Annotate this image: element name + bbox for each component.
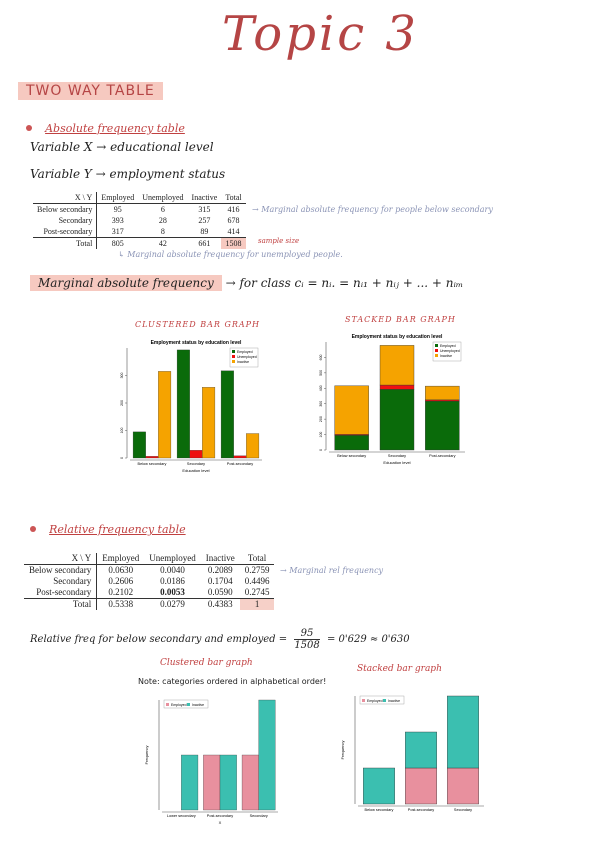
bar-unemployed <box>234 456 247 458</box>
bar-employed <box>133 432 146 458</box>
table-cell: 0.0630 <box>97 565 145 577</box>
bullet-icon <box>26 125 32 131</box>
table-row-total <box>24 599 274 611</box>
stacked-chart-2-heading: Stacked bar graph <box>357 664 442 674</box>
col-header: Unemployed <box>142 193 184 202</box>
legend-label: Unemployed <box>237 355 257 359</box>
col-header: Employed <box>97 192 138 204</box>
rel-expression: Relative freq for below secondary and employed = <box>30 634 288 645</box>
x-tick-label: Secondary <box>453 808 473 812</box>
bar-employed <box>177 350 190 458</box>
table-cell: 805 <box>97 238 138 250</box>
row-label: Secondary <box>58 216 93 225</box>
table-cell: 678 <box>227 216 240 225</box>
y-tick-label: 100 <box>120 427 124 434</box>
y-tick-label: 0 <box>319 449 323 451</box>
bullet-icon <box>30 526 36 532</box>
table-cell: 257 <box>198 216 211 225</box>
x-axis-label: Education level <box>182 468 210 473</box>
bar-inactive <box>259 700 276 810</box>
table-corner: X \ Y <box>74 193 93 202</box>
legend-swatch <box>166 703 169 706</box>
x-tick-label: Post-secondary <box>206 814 234 818</box>
rel-fraction <box>294 628 319 651</box>
row-label: Post-secondary <box>43 227 93 236</box>
legend-swatch <box>232 350 235 353</box>
clustered-bar-chart-2 <box>138 688 286 830</box>
col-header: Employed <box>97 553 145 565</box>
col-header: Total <box>247 553 267 563</box>
table-cell: 95 <box>97 204 138 216</box>
legend-label: Employed <box>367 699 383 703</box>
marginal-line <box>30 276 463 290</box>
note-marginal-col: ↳ Marginal absolute frequency for unemployed people. <box>118 250 343 259</box>
row-label: Total <box>72 599 92 609</box>
stacked-chart-heading: STACKED BAR GRAPH <box>345 315 456 324</box>
stacked-bar-chart <box>305 328 473 470</box>
table-row <box>33 204 246 216</box>
bar-inactive <box>158 371 171 458</box>
rel-denominator: 1508 <box>294 640 320 651</box>
y-tick-label: 600 <box>319 354 323 361</box>
col-header: Unemployed <box>149 553 196 563</box>
legend-label: Unemployed <box>440 349 460 353</box>
bar-unemployed <box>190 450 203 458</box>
legend-swatch <box>435 349 438 352</box>
table-cell: 0.0279 <box>160 599 185 609</box>
x-tick-label: Post-secondary <box>407 808 435 812</box>
table-cell-total: 1 <box>240 599 275 611</box>
note-alphabetical: Note: categories ordered in alphabetical order! <box>138 677 327 686</box>
x-tick-label: Post-secondary <box>429 454 456 458</box>
legend-label: Inactive <box>192 703 205 707</box>
abs-heading <box>26 117 185 136</box>
table-cell: 0.2102 <box>97 587 145 599</box>
x-tick-label: Below secondary <box>337 454 367 458</box>
variable-y-line: Variable Y → employment status <box>30 167 226 181</box>
bar-unemployed <box>380 385 414 389</box>
table-cell: 0.4496 <box>244 576 270 586</box>
rel-result: = 0'629 ≈ 0'630 <box>326 634 410 645</box>
clustered-chart-heading: CLUSTERED BAR GRAPH <box>135 320 260 329</box>
row-label: Secondary <box>53 576 92 586</box>
table-cell: 28 <box>158 216 167 225</box>
table-cell: 0.5338 <box>97 599 145 611</box>
rel-numerator: 95 <box>294 628 319 640</box>
section-heading-two-way-table <box>18 83 163 99</box>
bar-inactive <box>447 696 479 768</box>
col-header: Inactive <box>191 193 218 202</box>
clustered-chart-2-heading: Clustered bar graph <box>160 658 253 668</box>
bar-inactive <box>380 345 414 385</box>
y-tick-label: 100 <box>319 431 323 438</box>
bar-employed <box>447 768 479 804</box>
absolute-frequency-table <box>33 192 246 249</box>
x-tick-label: Post-secondary <box>226 462 254 466</box>
table-cell: 0.4383 <box>207 599 233 609</box>
table-cell: 8 <box>160 227 165 236</box>
legend-swatch <box>435 354 438 357</box>
table-cell: 89 <box>200 227 209 236</box>
x-tick-label: Below secondary <box>364 808 394 812</box>
y-axis-label: Frequency <box>144 745 149 765</box>
table-cell: 0.0040 <box>160 565 185 575</box>
bar-inactive <box>425 386 459 400</box>
rel-heading <box>30 518 186 537</box>
x-tick-label: Below secondary <box>137 462 167 466</box>
table-row <box>24 587 274 599</box>
legend-swatch <box>187 703 190 706</box>
y-tick-label: 0 <box>120 457 124 459</box>
note-marginal-row: → Marginal absolute frequency for people below secondary <box>252 205 493 214</box>
table-cell: 42 <box>158 239 167 248</box>
relative-frequency-table <box>24 553 274 610</box>
legend-label: Inactive <box>440 354 453 358</box>
legend-label: Employed <box>237 350 253 354</box>
x-tick-label: Secondary <box>249 814 268 818</box>
table-cell: 393 <box>97 215 138 226</box>
y-tick-label: 300 <box>120 372 124 379</box>
legend-swatch <box>232 355 235 358</box>
marginal-label: Marginal absolute frequency <box>30 275 222 291</box>
bar-inactive <box>202 387 215 458</box>
row-label: Below secondary <box>37 205 93 214</box>
bar-employed <box>380 389 414 450</box>
table-cell: 0.2759 <box>244 565 270 575</box>
x-axis-label: Education level <box>383 460 411 465</box>
bar-employed <box>242 755 259 810</box>
y-tick-label: 200 <box>120 400 124 406</box>
bar-inactive <box>246 434 259 458</box>
table-row <box>33 215 246 226</box>
y-tick-label: 500 <box>319 369 323 376</box>
table-cell: 0.0590 <box>207 587 233 597</box>
bar-employed <box>405 768 437 804</box>
abs-heading-label: Absolute frequency table <box>45 122 185 135</box>
bar-inactive <box>405 732 437 768</box>
bar-inactive <box>335 386 369 435</box>
y-axis-label: Frequency <box>340 740 345 760</box>
legend-swatch <box>383 699 386 702</box>
table-cell: 0.2089 <box>207 565 233 575</box>
page-title: Topic 3 <box>222 6 419 62</box>
legend-label: Employed <box>440 344 456 348</box>
row-label: Below secondary <box>29 565 92 575</box>
y-tick-label: 200 <box>319 416 323 423</box>
variable-x-line: Variable X → educational level <box>30 140 214 154</box>
x-tick-label: Lower secondary <box>166 814 196 818</box>
table-cell: 0.2745 <box>244 587 270 597</box>
bar-inactive <box>181 755 198 810</box>
table-cell: 6 <box>160 205 165 214</box>
table-row-total <box>33 238 246 250</box>
table-corner: X \ Y <box>71 553 92 563</box>
table-cell: 0.0186 <box>160 576 185 586</box>
table-cell: 416 <box>227 205 240 214</box>
table-cell-sample-size: 1508 <box>221 238 245 250</box>
bar-unemployed <box>146 456 159 458</box>
table-row <box>24 576 274 587</box>
table-cell: 414 <box>227 227 240 236</box>
table-cell: 315 <box>198 205 211 214</box>
table-cell: 317 <box>97 226 138 238</box>
note-sample-size: sample size <box>258 237 300 245</box>
bar-inactive <box>220 755 237 810</box>
table-row <box>33 226 246 238</box>
relative-freq-line <box>30 628 410 651</box>
bar-employed <box>425 401 459 450</box>
table-cell: 0.1704 <box>207 576 233 586</box>
legend-label: Employed <box>171 703 187 707</box>
table-cell: 0.2606 <box>97 576 145 587</box>
col-header: Total <box>225 193 242 202</box>
row-label: Total <box>76 239 93 248</box>
bar-inactive <box>363 768 395 804</box>
bar-employed <box>203 755 220 810</box>
x-tick-label: Secondary <box>387 454 407 458</box>
marginal-formula: → for class cᵢ = nᵢ. = nᵢ₁ + nᵢⱼ + ... + nᵢₘ <box>225 276 464 290</box>
bar-employed <box>221 371 234 458</box>
col-header: Inactive <box>205 553 235 563</box>
row-label: Post-secondary <box>36 587 92 597</box>
bar-employed <box>335 435 369 450</box>
legend-label: Inactive <box>237 360 250 364</box>
x-tick-label: Secondary <box>186 462 206 466</box>
y-tick-label: 400 <box>319 385 323 392</box>
table-row <box>24 565 274 577</box>
legend-swatch <box>232 360 235 363</box>
x-axis-label: X <box>218 820 222 825</box>
rel-heading-label: Relative frequency table <box>49 523 186 536</box>
chart-title: Employment status by education level <box>351 334 443 340</box>
clustered-bar-chart <box>108 334 270 476</box>
table-cell: 661 <box>198 239 211 248</box>
table-cell: 0.0053 <box>160 587 185 597</box>
legend-label: Inactive <box>388 699 401 703</box>
note-marginal-rel: → Marginal rel frequency <box>280 566 384 575</box>
legend-swatch <box>362 699 365 702</box>
chart-title: Employment status by education level <box>150 340 242 346</box>
y-tick-label: 300 <box>319 400 323 407</box>
section-heading-label: TWO WAY TABLE <box>18 82 163 100</box>
stacked-bar-chart-2 <box>334 682 492 822</box>
legend-swatch <box>435 344 438 347</box>
